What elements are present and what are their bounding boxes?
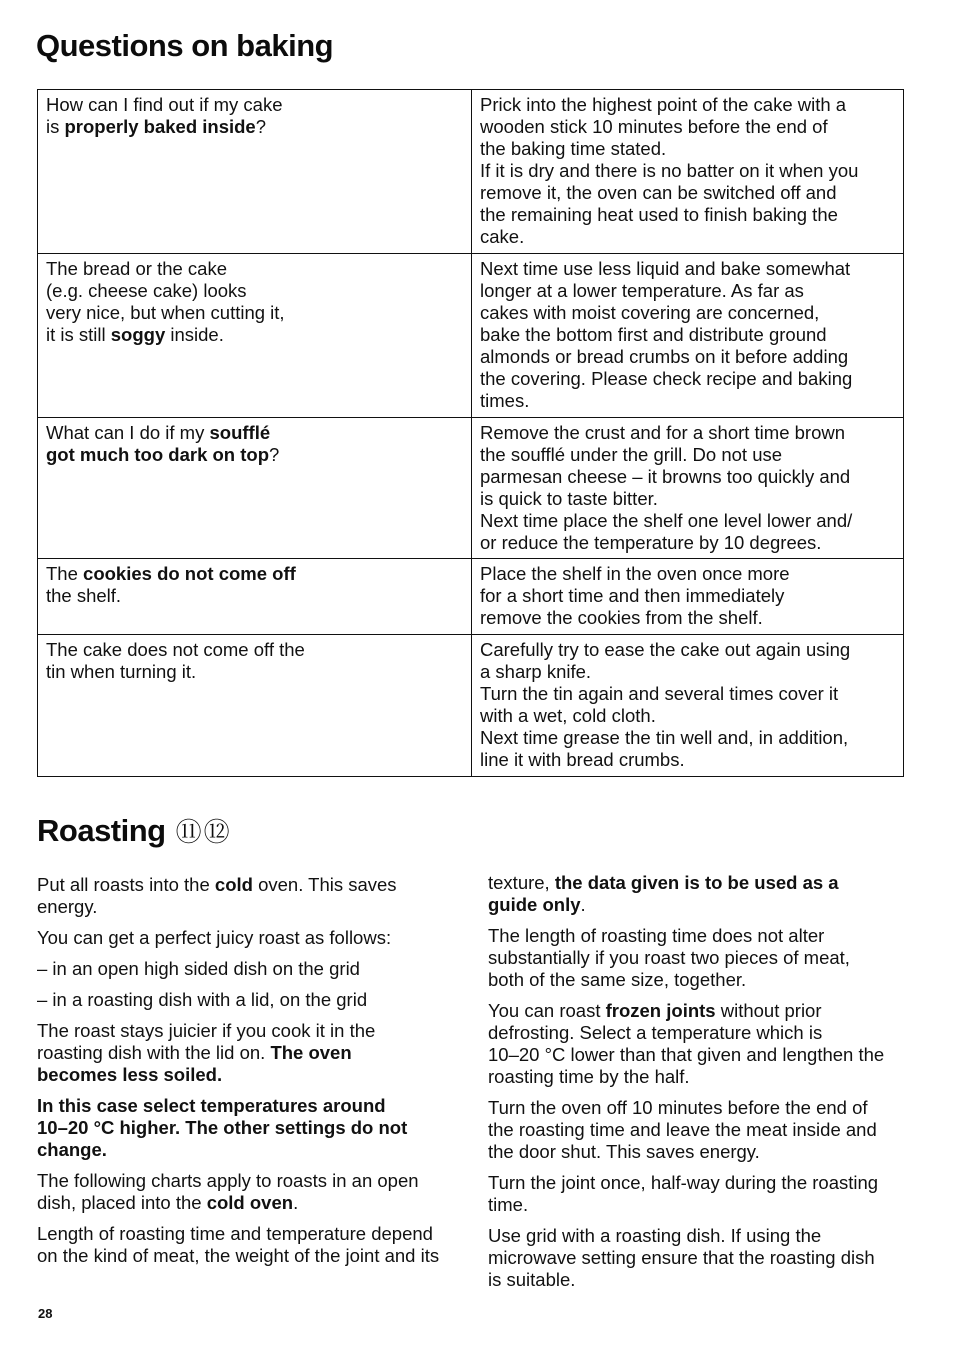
- text: .: [580, 894, 586, 915]
- question-cell: [38, 254, 472, 418]
- text: it is still: [46, 324, 111, 345]
- bold-text: guide only: [488, 894, 581, 915]
- answer-line: cakes with moist covering are concerned,: [480, 302, 820, 323]
- text: dish, placed into the: [37, 1192, 207, 1213]
- paragraph-line: [488, 1269, 918, 1291]
- bold-text: properly baked inside: [64, 116, 256, 137]
- text: You can get a perfect juicy roast as follows:: [37, 927, 392, 948]
- table-row: [38, 559, 904, 635]
- text: the roasting time and leave the meat inside and: [488, 1119, 877, 1140]
- paragraph-line: [488, 894, 918, 916]
- question-cell: [38, 418, 472, 559]
- page-number: 28: [38, 1306, 53, 1321]
- question-line: [46, 639, 463, 661]
- text: ?: [269, 444, 280, 465]
- answer-line: wooden stick 10 minutes before the end of: [480, 116, 828, 137]
- text: defrosting. Select a temperature which is: [488, 1022, 823, 1043]
- answer-line: cake.: [480, 226, 525, 247]
- answer-line: the remaining heat used to finish baking the: [480, 204, 838, 225]
- text: – in an open high sided dish on the grid: [37, 958, 360, 979]
- questions-title: Questions on baking: [36, 28, 334, 63]
- paragraph: [488, 872, 918, 916]
- figure-reference-markers: ⑪⑫: [175, 817, 232, 847]
- text: inside.: [165, 324, 224, 345]
- text: The cake does not come off the: [46, 639, 305, 660]
- answer-line: for a short time and then immediately: [480, 585, 785, 606]
- text: ?: [255, 116, 267, 137]
- text: You can roast: [488, 1000, 606, 1021]
- text: the shelf.: [46, 585, 122, 606]
- text: Turn the joint once, half-way during the roasting: [488, 1172, 879, 1193]
- paragraph-line: [37, 1223, 477, 1245]
- paragraph-line: [37, 1117, 477, 1139]
- paragraph-line: [37, 1170, 477, 1192]
- paragraph-line: [37, 896, 477, 918]
- bold-text: becomes less soiled.: [37, 1064, 223, 1085]
- text: roasting dish with the lid on.: [37, 1042, 271, 1063]
- answer-line: line it with bread crumbs.: [480, 749, 685, 770]
- question-cell: [38, 559, 472, 635]
- answer-line: Turn the tin again and several times cover it: [480, 683, 839, 704]
- answer-line: Next time place the shelf one level lower and/: [480, 510, 853, 531]
- text: Length of roasting time and temperature depend: [37, 1223, 433, 1244]
- text: roasting time by the half.: [488, 1066, 690, 1087]
- table-row: [38, 90, 904, 254]
- paragraph-line: [37, 1020, 477, 1042]
- paragraph-line: [488, 1225, 918, 1247]
- paragraph-line: [488, 947, 918, 969]
- paragraph-line: [488, 1097, 918, 1119]
- bold-text: frozen joints: [605, 1000, 716, 1021]
- paragraph-line: [488, 1141, 918, 1163]
- text: – in a roasting dish with a lid, on the grid: [37, 989, 368, 1010]
- baking-questions-table: [37, 89, 904, 777]
- text: the door shut. This saves energy.: [488, 1141, 760, 1162]
- paragraph-line: [37, 958, 477, 980]
- text: without prior: [715, 1000, 822, 1021]
- paragraph-line: [37, 1064, 477, 1086]
- paragraph-line: [488, 1022, 918, 1044]
- question-line: [46, 324, 463, 346]
- text: 10–20 °C lower than that given and lengthen the: [488, 1044, 885, 1065]
- answer-line: Remove the crust and for a short time brown: [480, 422, 846, 443]
- text: What can I do if my: [46, 422, 210, 443]
- text: very nice, but when cutting it,: [46, 302, 285, 323]
- question-cell: [38, 90, 472, 254]
- table-row: [38, 254, 904, 418]
- bold-text: The oven: [270, 1042, 352, 1063]
- answer-line: with a wet, cold cloth.: [480, 705, 656, 726]
- question-line: [46, 116, 463, 138]
- roasting-left-column: [37, 874, 477, 1276]
- bold-text: cookies do not come off: [83, 563, 296, 584]
- text: The roast stays juicier if you cook it in the: [37, 1020, 376, 1041]
- answer-cell: [472, 559, 904, 635]
- paragraph-line: [488, 872, 918, 894]
- text: .: [293, 1192, 299, 1213]
- paragraph: [37, 1223, 477, 1267]
- answer-line: Place the shelf in the oven once more: [480, 563, 790, 584]
- text: substantially if you roast two pieces of meat,: [488, 947, 850, 968]
- paragraph-line: [37, 1042, 477, 1064]
- answer-line: Prick into the highest point of the cake with a: [480, 94, 847, 115]
- paragraph-line: [37, 1139, 477, 1161]
- answer-line: longer at a lower temperature. As far as: [480, 280, 804, 301]
- question-line: [46, 422, 463, 444]
- text: is: [46, 116, 65, 137]
- paragraph-line: [488, 1066, 918, 1088]
- text: The: [46, 563, 84, 584]
- table-row: [38, 418, 904, 559]
- text: oven. This saves: [252, 874, 397, 895]
- answer-line: the covering. Please check recipe and baking: [480, 368, 853, 389]
- text: energy.: [37, 896, 98, 917]
- question-line: [46, 280, 463, 302]
- question-line: [46, 585, 463, 607]
- paragraph-line: [37, 874, 477, 896]
- bold-text: the data given is to be used as a: [554, 872, 839, 893]
- bold-text: change.: [37, 1139, 107, 1160]
- question-line: [46, 302, 463, 324]
- paragraph-line: [37, 1095, 477, 1117]
- bold-text: got much too dark on top: [46, 444, 270, 465]
- paragraph-line: [488, 1247, 918, 1269]
- text: (e.g. cheese cake) looks: [46, 280, 247, 301]
- text: The bread or the cake: [46, 258, 227, 279]
- bold-text: soggy: [110, 324, 166, 345]
- paragraph-line: [37, 1245, 477, 1267]
- paragraph-line: [488, 1000, 918, 1022]
- paragraph-line: [488, 1119, 918, 1141]
- text: both of the same size, together.: [488, 969, 747, 990]
- paragraph-line: [37, 989, 477, 1011]
- bold-text: cold oven: [206, 1192, 294, 1213]
- paragraph-line: [488, 1194, 918, 1216]
- text: Turn the oven off 10 minutes before the end of: [488, 1097, 868, 1118]
- bold-text: 10–20 °C higher. The other settings do not: [37, 1117, 408, 1138]
- answer-line: a sharp knife.: [480, 661, 592, 682]
- answer-line: almonds or bread crumbs on it before adding: [480, 346, 849, 367]
- answer-line: Next time grease the tin well and, in addition,: [480, 727, 849, 748]
- bold-text: In this case select temperatures around: [37, 1095, 386, 1116]
- paragraph-line: [488, 1172, 918, 1194]
- answer-line: times.: [480, 390, 530, 411]
- paragraph: [488, 925, 918, 991]
- text: The length of roasting time does not alter: [488, 925, 825, 946]
- text: Use grid with a roasting dish. If using the: [488, 1225, 822, 1246]
- paragraph: [488, 1172, 918, 1216]
- answer-cell: [472, 418, 904, 559]
- question-cell: [38, 635, 472, 777]
- answer-line: Next time use less liquid and bake somewhat: [480, 258, 851, 279]
- answer-line: If it is dry and there is no batter on it when you: [480, 160, 859, 181]
- answer-cell: [472, 635, 904, 777]
- text: microwave setting ensure that the roasting dish: [488, 1247, 875, 1268]
- paragraph-line: [488, 1044, 918, 1066]
- answer-line: the baking time stated.: [480, 138, 667, 159]
- bold-text: cold: [214, 874, 253, 895]
- answer-line: remove the cookies from the shelf.: [480, 607, 763, 628]
- text: on the kind of meat, the weight of the joint and its: [37, 1245, 440, 1266]
- text: How can I find out if my cake: [46, 94, 283, 115]
- text: tin when turning it.: [46, 661, 197, 682]
- paragraph-line: [37, 927, 477, 949]
- paragraph-line: [488, 925, 918, 947]
- answer-line: the soufflé under the grill. Do not use: [480, 444, 783, 465]
- question-line: [46, 258, 463, 280]
- paragraph-line: [37, 1192, 477, 1214]
- paragraph: [37, 1095, 477, 1161]
- text: is suitable.: [488, 1269, 576, 1290]
- paragraph: [37, 1020, 477, 1086]
- answer-cell: [472, 90, 904, 254]
- paragraph: [37, 1170, 477, 1214]
- question-line: [46, 661, 463, 683]
- paragraph: [37, 874, 477, 918]
- answer-line: bake the bottom first and distribute ground: [480, 324, 827, 345]
- paragraph: [37, 958, 477, 980]
- question-line: [46, 94, 463, 116]
- text: Put all roasts into the: [37, 874, 215, 895]
- bold-text: soufflé: [209, 422, 271, 443]
- text: time.: [488, 1194, 529, 1215]
- text: The following charts apply to roasts in an open: [37, 1170, 419, 1191]
- paragraph: [37, 989, 477, 1011]
- question-line: [46, 563, 463, 585]
- question-line: [46, 444, 463, 466]
- text: texture,: [488, 872, 555, 893]
- paragraph: [37, 927, 477, 949]
- answer-cell: [472, 254, 904, 418]
- paragraph: [488, 1225, 918, 1291]
- paragraph: [488, 1097, 918, 1163]
- answer-line: or reduce the temperature by 10 degrees.: [480, 532, 822, 553]
- roasting-title: [37, 812, 232, 849]
- roasting-title-text: Roasting: [37, 813, 166, 848]
- table-row: [38, 635, 904, 777]
- paragraph: [488, 1000, 918, 1088]
- answer-line: is quick to taste bitter.: [480, 488, 658, 509]
- roasting-right-column: [488, 872, 918, 1300]
- answer-line: parmesan cheese – it browns too quickly and: [480, 466, 851, 487]
- paragraph-line: [488, 969, 918, 991]
- answer-line: remove it, the oven can be switched off and: [480, 182, 837, 203]
- answer-line: Carefully try to ease the cake out again using: [480, 639, 851, 660]
